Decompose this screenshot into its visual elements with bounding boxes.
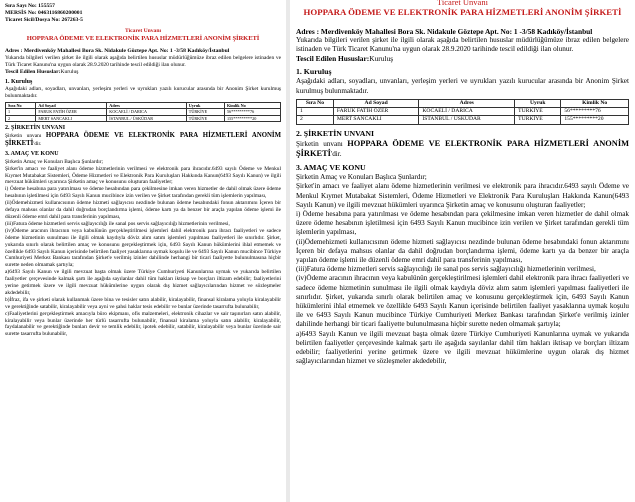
section-3-intro: Şirketin Amaç ve Konuları Başlıca Şunlardır;	[296, 173, 427, 182]
table-header-row: Sıra No Ad Soyad Adres Uyruk Kimlik No	[297, 99, 629, 107]
founders-table	[296, 99, 629, 125]
section-3-paragraph: (iii)Fatura ödeme hizmetleri servis sağlayıcılığı ile sanal pos servis sağlayıcılığı hizmetlerinin verilmesi,	[5, 220, 230, 227]
section-2-title: 2. ŞİRKETİN UNVANI	[5, 124, 66, 131]
section-2-text: Şirketin unvanı HOPPARA ÖDEME VE ELEKTRONİK PARA HİZMETLERİ ANONİM ŞİRKETİ'dir.	[296, 138, 629, 158]
section-3-paragraph: (ii)Ödemehizmeti kullanıcısının ödeme hizmeti sağlayıcısı nezdinde bulunan ödeme hesabındaki fonun aktarımını İçeren bir defaya mahsus olanlar da dahil doğrudan borçlandırma işlemi, ödeme kartı ya da benzer bir araçla yapılan ödeme işlemi ile düzenli ödeme emri dahil para transferinin yapılması,	[296, 237, 629, 264]
section-3-title: 3. AMAÇ VE KONU	[296, 163, 366, 173]
registered-matters: Tescil Edilen Hususlar:Kuruluş	[5, 68, 79, 75]
table-header-row: Sıra No Ad Soyad Adres Uyruk Kimlik No	[6, 103, 281, 109]
section-3-paragraph: a)6493 Sayılı Kanun ve ilgili mevzuat başta olmak üzere Türkiye Cumhuriyeti Kanunlarına uymak ve yukarıda belirtilen faaliyetler çerçevesinde kalmak şartı ile aşağıda sayılanlar dahil tüm hakları iktisap ve borçları iltizam edebilir; faaliyetlerini yerine getirmek üzere ve ilgili mevzuat hükümlerine uygun olarak dış hizmet sağlayıcılarından hizmet ve sözleşmeler akdedebilir,	[296, 329, 629, 366]
section-3-intro: Şirketin Amaç ve Konuları Başlıca Şunlardır;	[5, 158, 104, 165]
section-3-paragraph: (iv)Ödeme aracının ihracının veya kabulünün gerçekleştirilmesi işlemleri dahil elektronik para ihracı faaliyetleri ve sadece ödeme hizmetinin sunulması ile ilgili olmak kaydıyla döviz alım satım işlemleri yapılması faaliyetleri ile sınırlıdır. Şirket, yukarıda sınırlı olarak belirtilen amaç ve konusunu gerçekleştirmek için, 6493 Sayılı Kanun hükümlerini ihlal etmemek ve özellikle 6493 Sayılı Kanun içerisinde belirtilen faaliyet yasaklarına uymak koşulu ile ve 6493 Sayılı Kanun mucibince Türkiye Cumhuriyeti Merkez Bankası tarafından Şirket'e verilmiş izinler dahilinde herhangi bir ticari faaliyette bulunulmasına hiçbir surette neden olmamak şartıyla;	[5, 227, 281, 269]
section-1-text: Aşağıdaki adları, soyadları, unvanları, yerleşim yerleri ve uyrukları yazılı kurucular arasında bir Anonim Şirket kurulmuş bulunmaktadır.	[5, 86, 281, 100]
section-3-paragraph: (iv)Ödeme aracının ihracının veya kabulünün gerçekleştirilmesi işlemleri dahil elektronik para ihracı faaliyetleri ve sadece ödeme hizmetinin sunulması ile ilgili olmak kaydıyla döviz alım satım işlemleri yapılması faaliyetleri ile sınırlıdır. Şirket, yukarıda sınırlı olarak belirtilen amaç ve konusunu gerçekleştirmek için, 6493 Sayılı Kanun hükümlerini ihlal etmemek ve özellikle 6493 Sayılı Kanun içerisinde belirtilen faaliyet yasaklarına uymak koşulu ile ve 6493 Sayılı Kanun mucibince Türkiye Cumhuriyeti Merkez Bankası tarafından Şirket'e verilmiş izinler dahilinde herhangi bir ticari faaliyette bulunulmasına hiçbir surette neden olmamak şartıyla;	[296, 274, 629, 329]
founders-table	[5, 102, 281, 122]
trade-name-label: Ticaret Unvanı	[437, 0, 488, 7]
section-3-paragraph: (ii)Ödemehizmeti kullanıcısının ödeme hizmeti sağlayıcısı nezdinde bulunan ödeme hesabındaki fonun aktarımını İçeren bir defaya mahsus olanlar da dahil doğrudan borçlandırma işlemi, ödeme kartı ya da benzer bir araçla yapılan ödeme işlemi ile düzenli ödeme emri dahil para transferinin yapılması,	[5, 200, 281, 220]
registry-info	[5, 3, 281, 24]
trade-name-label: Ticaret Unvanı	[125, 28, 161, 34]
sicil-line: Ticaret Sicil/Dosya No: 267263-5	[5, 17, 83, 23]
table-row: 2 MERT SANCAKLI İSTANBUL / ÜSKÜDAR TÜRKİYE 155*********20	[297, 116, 629, 124]
table-row: 1 FARUK FATİH ÖZER KOCAELİ / DARICA TÜRKİYE 56*********76	[297, 108, 629, 116]
table-row: 2 MERT SANCAKLI İSTANBUL / ÜSKÜDAR TÜRKİYE 155*********20	[6, 115, 281, 121]
table-row: 1 FARUK FATİH ÖZER KOCAELİ / DARICA TÜRKİYE 56*********76	[6, 109, 281, 115]
registered-matters: Tescil Edilen Hususlar:Kuruluş	[296, 54, 394, 64]
section-3-paragraph: i) Ödeme hesabına para yatırılması ve ödeme hesabından para çekilmesine imkan veren hizmetler de dahil olmak üzere ödeme hesabının işletilmesi için 6493 Sayılı Kanun mucibince izin verilen ve Şirket tarafından gerekli tüm işlemlerin yapılması,	[5, 186, 281, 200]
section-1-text: Aşağıdaki adları, soyadları, unvanları, yerleşim yerleri ve uyrukları yazılı kurucular arasında bir Anonim Şirket kurulmuş bulunmaktadır.	[296, 77, 629, 95]
section-2-text: Şirketin unvanı HOPPARA ÖDEME VE ELEKTRONİK PARA HİZMETLERİ ANONİM ŞİRKETİ'dir.	[5, 132, 281, 148]
section-3-paragraph: c)Faaliyetlerini gerçekleştirmek amacıyla büro ekipmanı, ofis malzemeleri, elektronik cihazlar ve sair taşınırları satın alabilir, kiralayabilir veya bunlar üzerinde her türlü tasarrufta bulunabilir, finansal kiralama yoluyla satın alabilir, kiralayabilir, faydalanabilir ve gerektiğinde bunları devir ve temlik edebilir, ipotek edebilir, satabilir, kiralayabilir veya bunlar üzerinde sair surette tasarrufta bulunabilir,	[5, 310, 281, 338]
gazette-page-large	[290, 0, 635, 502]
intro-text: Yukarıda bilgileri verilen şirket ile ilgili olarak aşağıda belirtilen hususlar müdürlüğümüze ibraz edilen belgelere istinaden ve Türk Ticaret Kanunu'na uygun olarak 28.9.2020 tarihinde tescil edildiği ilan olunur.	[296, 36, 629, 54]
section-1-title: 1. Kuruluş	[5, 78, 33, 85]
section-2-title: 2. ŞİRKETİN UNVANI	[296, 128, 375, 138]
section-3-paragraph: a)6493 Sayılı Kanun ve ilgili mevzuat başta olmak üzere Türkiye Cumhuriyeti Kanunlarına uymak ve yukarıda belirtilen faaliyetler çerçevesinde kalmak şartı ile aşağıda sayılanlar dahil tüm hakları iktisap ve borçları iltizam edebilir; faaliyetlerini yerine getirmek üzere ve ilgili mevzuat hükümlerine uygun olarak dış hizmet sağlayıcılarından hizmet ve sözleşmeler akdedebilir,	[5, 269, 281, 296]
section-3-paragraph: Şirket'in amacı ve faaliyet alanı ödeme hizmetlerinin verilmesi ve elektronik para ihracıdır.6493 sayılı Ödeme ve Menkul Kıymet Mutabakat Sistemleri, Ödeme Hizmetleri ve Elektronik Para Kuruluşları Hakkında Kanun(6493 Sayılı Kanun) ve ilgili mevzuat hükümleri uyarınca Şirketin amaç ve konusunu oluşturan faaliyetler;	[296, 182, 629, 209]
section-3-title: 3. AMAÇ VE KONU	[5, 151, 59, 158]
address: Adres : Merdivenköy Mahallesi Bora Sk. Nidakule Göztepe Apt. No: 1 -3/58 Kadıköy/İstanbul	[5, 48, 230, 54]
section-1-title: 1. Kuruluş	[296, 67, 332, 77]
sira-no-line: Sıra Sayı No: 155557	[5, 3, 55, 9]
gazette-page-small	[0, 0, 286, 502]
section-3-paragraph: (iii)Fatura ödeme hizmetleri servis sağlayıcılığı ile sanal pos servis sağlayıcılığı hizmetlerinin verilmesi,	[296, 265, 596, 274]
section-3-paragraph: Şirket'in amacı ve faaliyet alanı ödeme hizmetlerinin verilmesi ve elektronik para ihracıdır.6493 sayılı Ödeme ve Menkul Kıymet Mutabakat Sistemleri, Ödeme Hizmetleri ve Elektronik Para Kuruluşları Hakkında Kanun(6493 Sayılı Kanun) ve ilgili mevzuat hükümleri uyarınca Şirketin amaç ve konusunu oluşturan faaliyetler;	[5, 165, 281, 186]
mersis-line: MERSİS No: 0463116860200001	[5, 10, 83, 16]
company-title: HOPPARA ÖDEME VE ELEKTRONİK PARA HİZMETLERİ ANONİM ŞİRKETİ	[26, 35, 260, 42]
intro-text: Yukarıda bilgileri verilen şirket ile ilgili olarak aşağıda belirtilen hususlar müdürlüğümüze ibraz edilen belgelere istinaden ve Türk Ticaret Kanunu'na uygun olarak 28.9.2020 tarihinde tescil edildiği ilan olunur.	[5, 55, 281, 68]
section-3-paragraph: b)İfraz, ifa ve şirketi olarak kullanmak üzere bina ve tesisler satın alabilir, kiralayabilir, finansal kiralama yoluyla kiralayabilir ve gerektiğinde satabilir, kiralayabilir veya ayni ve şahsi haklar tesis edebilir ve bunlar üzerinde tasarrufta bulunabilir,	[5, 296, 281, 310]
address: Adres : Merdivenköy Mahallesi Bora Sk. Nidakule Göztepe Apt. No: 1 -3/58 Kadıköy/İstanbul	[296, 27, 593, 36]
section-3-paragraph: i) Ödeme hesabına para yatırılması ve ödeme hesabından para çekilmesine imkan veren hizmetler de dahil olmak üzere ödeme hesabının işletilmesi için 6493 Sayılı Kanun mucibince izin verilen ve Şirket tarafından gerekli tüm işlemlerin yapılması,	[296, 209, 629, 237]
company-title: HOPPARA ÖDEME VE ELEKTRONİK PARA HİZMETLERİ ANONİM ŞİRKETİ	[303, 7, 622, 17]
